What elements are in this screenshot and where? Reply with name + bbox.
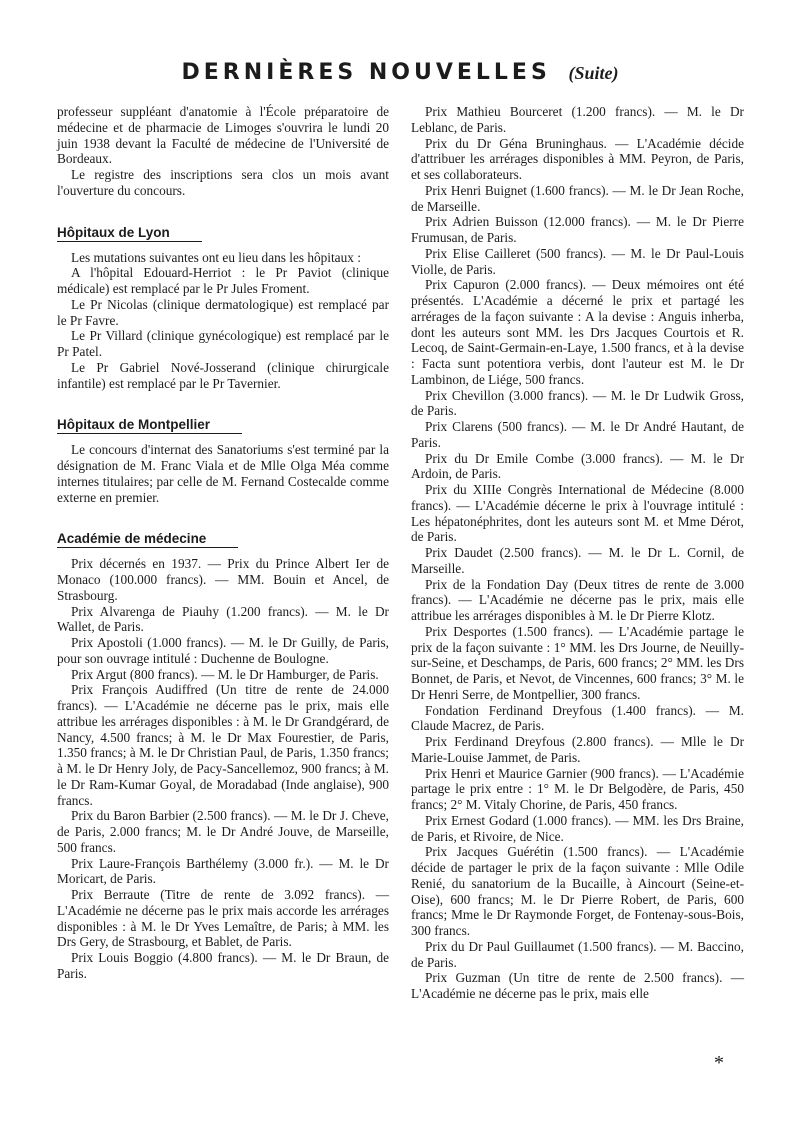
prize-entry: Prix Ferdinand Dreyfous (2.800 francs). — Mlle le Dr Marie-Louise Jammet, de Paris. xyxy=(411,734,744,765)
paragraph: Les mutations suivantes ont eu lieu dans les hôpitaux : xyxy=(71,249,361,265)
prize-entry: Prix Elise Cailleret (500 francs). — M. le Dr Paul-Louis Violle, de Paris. xyxy=(411,245,744,277)
prize-entry: Prix du XIIIe Congrès International de Médecine (8.000 francs). — L'Académie décerne le prix à l'ouvrage intitulé : Les hépatonéphrites, dont les auteurs sont M. et Mme Dérot, de Paris. xyxy=(411,482,744,545)
prize-entry: Prix Berraute (Titre de rente de 3.092 francs). — L'Académie ne décerne pas le prix mais accorde les arrérages disponibles : à M. le Dr Yves Lemaître, de Paris; à MM. les Drs Gery, de Strasbourg, et Bablet, de Paris. xyxy=(57,887,389,950)
prize-entry: Prix Henri Buignet (1.600 francs). — M. le Dr Jean Roche, de Marseille. xyxy=(411,182,744,214)
title-text: DERNIÈRES NOUVELLES xyxy=(181,60,551,85)
paragraph: A l'hôpital Edouard-Herriot : le Pr Paviot (clinique médicale) est remplacé par le Pr Jules Froment. xyxy=(57,265,389,296)
prize-entry: Prix du Dr Paul Guillaumet (1.500 francs). — M. Baccino, de Paris. xyxy=(411,938,744,970)
paragraph: Le Pr Villard (clinique gynécologique) est remplacé par le Pr Patel. xyxy=(57,328,389,359)
prize-entry: Prix Argut (800 francs). — M. le Dr Hamburger, de Paris. xyxy=(71,666,379,682)
paragraph: professeur suppléant d'anatomie à l'École préparatoire de médecine et de pharmacie de Limoges s'ouvrira le lundi 20 juin 1938 devant la Faculté de médecine de l'Université de Bordeaux. xyxy=(57,104,389,167)
paragraph: Le registre des inscriptions sera clos un mois avant l'ouverture du concours. xyxy=(57,167,389,198)
prize-entry: Prix de la Fondation Day (Deux titres de rente de 3.000 francs). — L'Académie ne décerne pas le prix, mais elle attribue les arrérages disponibles à M. le Dr Pierre Klotz. xyxy=(411,576,744,623)
prize-entry: Prix Guzman (Un titre de rente de 2.500 francs). — L'Académie ne décerne pas le prix, mais elle xyxy=(411,970,744,1001)
prize-entry: Prix Alvarenga de Piauhy (1.200 francs). — M. le Dr Wallet, de Paris. xyxy=(57,603,389,635)
prize-entry: Prix Clarens (500 francs). — M. le Dr André Hautant, de Paris. xyxy=(411,419,744,450)
section-heading-academie: Académie de médecine xyxy=(57,530,238,548)
prize-entry: Prix Daudet (2.500 francs). — M. le Dr L. Cornil, de Marseille. xyxy=(411,545,744,576)
prize-entry: Prix Henri et Maurice Garnier (900 francs). — L'Académie partage le prix entre : 1° M. le Dr Belgodère, de Paris, 450 francs; 2° M. Vitaly Chorine, de Paris, 450 francs. xyxy=(411,765,744,812)
paragraph: Le Pr Gabriel Nové-Josserand (clinique chirurgicale infantile) est remplacé par le Pr Tavernier. xyxy=(57,359,389,391)
prize-entry: Fondation Ferdinand Dreyfous (1.400 francs). — M. Claude Macrez, de Paris. xyxy=(411,702,744,734)
title-suffix: (Suite) xyxy=(568,63,619,83)
section-heading-lyon: Hôpitaux de Lyon xyxy=(57,224,202,242)
paragraph: Le concours d'internat des Sanatoriums s'est terminé par la désignation de M. Franc Viala et de Mlle Olga Méa comme internes titulaires; par celle de M. Fernand Costecalde comme externe en premier. xyxy=(57,442,389,505)
right-column xyxy=(411,104,744,1002)
prize-entry: Prix Louis Boggio (4.800 francs). — M. le Dr Braun, de Paris. xyxy=(57,950,389,981)
prize-entry: Prix Adrien Buisson (12.000 francs). — M. le Dr Pierre Frumusan, de Paris. xyxy=(411,214,744,245)
paragraph: Le Pr Nicolas (clinique dermatologique) est remplacé par le Pr Favre. xyxy=(57,296,389,328)
prize-entry: Prix Ernest Godard (1.000 francs). — MM. les Drs Braine, de Paris, et Rivoire, de Nice. xyxy=(411,812,744,844)
prize-entry: Prix Chevillon (3.000 francs). — M. le Dr Ludwik Gross, de Paris. xyxy=(411,387,744,419)
prize-entry: Prix François Audiffred (Un titre de rente de 24.000 francs). — L'Académie ne décerne pas le prix, mais elle attribue les arrérages disponibles : à M. le Dr Grandgérard, de Nancy, 4.500 francs; à M. le Dr Max Fourestier, de Paris, 1.350 francs; à M. le Dr Christian Paul, de Paris, 1.350 francs; à M. le Dr Henry Joly, de Pacy-Sancellemoz, 900 francs; à M. le Dr Ram-Kumar Goyal, de Moradabad (Inde anglaise), 900 francs. xyxy=(57,682,389,808)
prize-entry: Prix Capuron (2.000 francs). — Deux mémoires ont été présentés. L'Académie a décerné le prix et partagé les arrérages de la façon suivante : A la devise : Anguis inherba, dont les auteurs sont MM. les Drs Jacques Courtois et R. Lecoq, de Saint-Germain-en-Laye, 1.500 francs, et à la devise : Facta sunt potentiora verbis, dont l'auteur est M. le Dr Lambinon, de Liége, 500 francs. xyxy=(411,277,744,387)
prize-entry: Prix du Dr Géna Bruninghaus. — L'Académie décide d'attribuer les arrérages disponibles à MM. Peyron, de Paris, et ses collaborateurs. xyxy=(411,135,744,182)
prize-entry: Prix du Dr Emile Combe (3.000 francs). — M. le Dr Ardoin, de Paris. xyxy=(411,450,744,482)
prize-entry: Prix Mathieu Bourceret (1.200 francs). — M. le Dr Leblanc, de Paris. xyxy=(411,104,744,135)
section-heading-montpellier: Hôpitaux de Montpellier xyxy=(57,416,242,434)
page-title xyxy=(0,60,800,85)
left-column xyxy=(57,104,389,982)
prize-entry: Prix Jacques Guérétin (1.500 francs). — L'Académie décide de partager le prix de la façon suivante : Mlle Odile Renié, du sanatorium de la Bucaille, à Aincourt (Seine-et-Oise), 600 francs; M. le Dr Pierre Robert, de Paris, 600 francs; Mme le Dr Raymonde Forget, de Fontenay-sous-Bois, 300 francs. xyxy=(411,844,744,938)
prize-entry: Prix décernés en 1937. — Prix du Prince Albert Ier de Monaco (100.000 francs). — MM. Bouin et Ancel, de Strasbourg. xyxy=(57,556,389,603)
prize-entry: Prix Laure-François Barthélemy (3.000 fr.). — M. le Dr Moricart, de Paris. xyxy=(57,855,389,887)
prize-entry: Prix du Baron Barbier (2.500 francs). — M. le Dr J. Cheve, de Paris, 2.000 francs; M. le Dr André Jouve, de Marseille, 500 francs. xyxy=(57,808,389,855)
prize-entry: Prix Desportes (1.500 francs). — L'Académie partage le prix de la façon suivante : 1° MM. les Drs Journe, de Neuilly-sur-Seine, et Deschamps, de Paris, 600 francs; 2° MM. les Drs Bonnet, de Paris, et Nevot, de Vincennes, 600 francs; 3° M. le Dr Henri Serre, de Montpellier, 300 francs. xyxy=(411,623,744,702)
end-mark: * xyxy=(714,1052,724,1074)
prize-entry: Prix Apostoli (1.000 francs). — M. le Dr Guilly, de Paris, pour son ouvrage intitulé : Duchenne de Boulogne. xyxy=(57,635,389,666)
